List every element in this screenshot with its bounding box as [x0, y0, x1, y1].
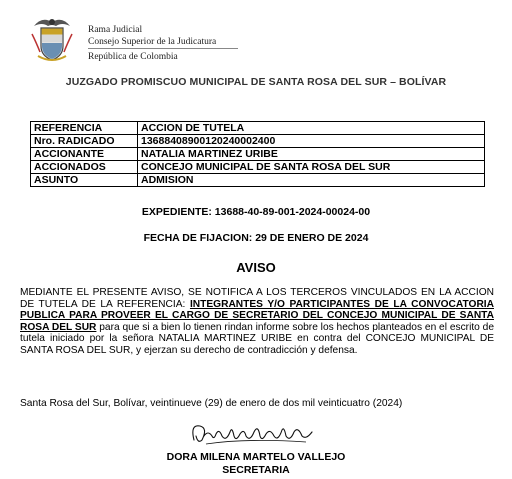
- letterhead-line-2: Consejo Superior de la Judicatura: [88, 36, 217, 47]
- notice-body: [20, 287, 494, 357]
- reference-row: [31, 148, 485, 161]
- letterhead-text: [88, 25, 216, 64]
- reference-value: NATALIA MARTINEZ URIBE: [138, 148, 485, 161]
- reference-table: [30, 121, 485, 187]
- signer-role: SECRETARIA: [222, 464, 290, 476]
- signer-name: DORA MILENA MARTELO VALLEJO: [166, 451, 346, 463]
- notice-body-highlight: INTEGRANTES Y/O PARTICIPANTES DE LA CONVOCATORIA PUBLICA PARA PROVEER EL CARGO DE SECRETARIO DEL CONCEJO MUNICIPAL DE SANTA ROSA DEL SUR: [20, 298, 494, 333]
- reference-value: ADMISION: [138, 174, 485, 187]
- handwritten-signature-icon: [186, 418, 326, 448]
- reference-key: ACCIONADOS: [31, 161, 138, 174]
- court-title: JUZGADO PROMISCUO MUNICIPAL DE SANTA ROSA DEL SUR – BOLÍVAR: [65, 76, 447, 88]
- expediente-number: EXPEDIENTE: 13688-40-89-001-2024-00024-00: [141, 206, 371, 218]
- reference-value: CONCEJO MUNICIPAL DE SANTA ROSA DEL SUR: [138, 161, 485, 174]
- letterhead-line-1: Rama Judicial: [88, 25, 143, 35]
- reference-key: ACCIONANTE: [31, 148, 138, 161]
- reference-row: [31, 161, 485, 174]
- letterhead: [28, 12, 248, 64]
- reference-key: REFERENCIA: [31, 122, 138, 135]
- notice-body-part-1: MEDIANTE EL PRESENTE AVISO, SE NOTIFICA A LOS TERCEROS VINCULADOS EN LA ACCION DE TUTELA DE LA REFERENCIA:: [20, 287, 494, 310]
- notice-body-part-2: para que si a bien lo tienen rindan informe sobre los hechos planteados en el escrito de tutela iniciado por la señora NATALIA MARTINEZ URIBE en contra del CONCEJO MUNICIPAL DE SANTA ROSA DEL SUR, y ejerzan su derecho de contradicción y defensa.: [20, 321, 494, 356]
- reference-value: ACCION DE TUTELA: [138, 122, 485, 135]
- reference-key: ASUNTO: [31, 174, 138, 187]
- reference-row: [31, 135, 485, 148]
- place-and-date: Santa Rosa del Sur, Bolívar, veintinueve (29) de enero de dos mil veinticuatro (2024): [20, 398, 403, 409]
- reference-key: Nro. RADICADO: [31, 135, 138, 148]
- colombia-coat-of-arms-icon: [28, 12, 76, 64]
- reference-row: [31, 174, 485, 187]
- reference-value: 13688408900120240002400: [138, 135, 485, 148]
- reference-row: [31, 122, 485, 135]
- notice-heading: AVISO: [236, 260, 276, 275]
- fixing-date: FECHA DE FIJACION: 29 DE ENERO DE 2024: [143, 232, 369, 244]
- letterhead-line-3: República de Colombia: [88, 52, 178, 62]
- letterhead-divider: [88, 48, 238, 49]
